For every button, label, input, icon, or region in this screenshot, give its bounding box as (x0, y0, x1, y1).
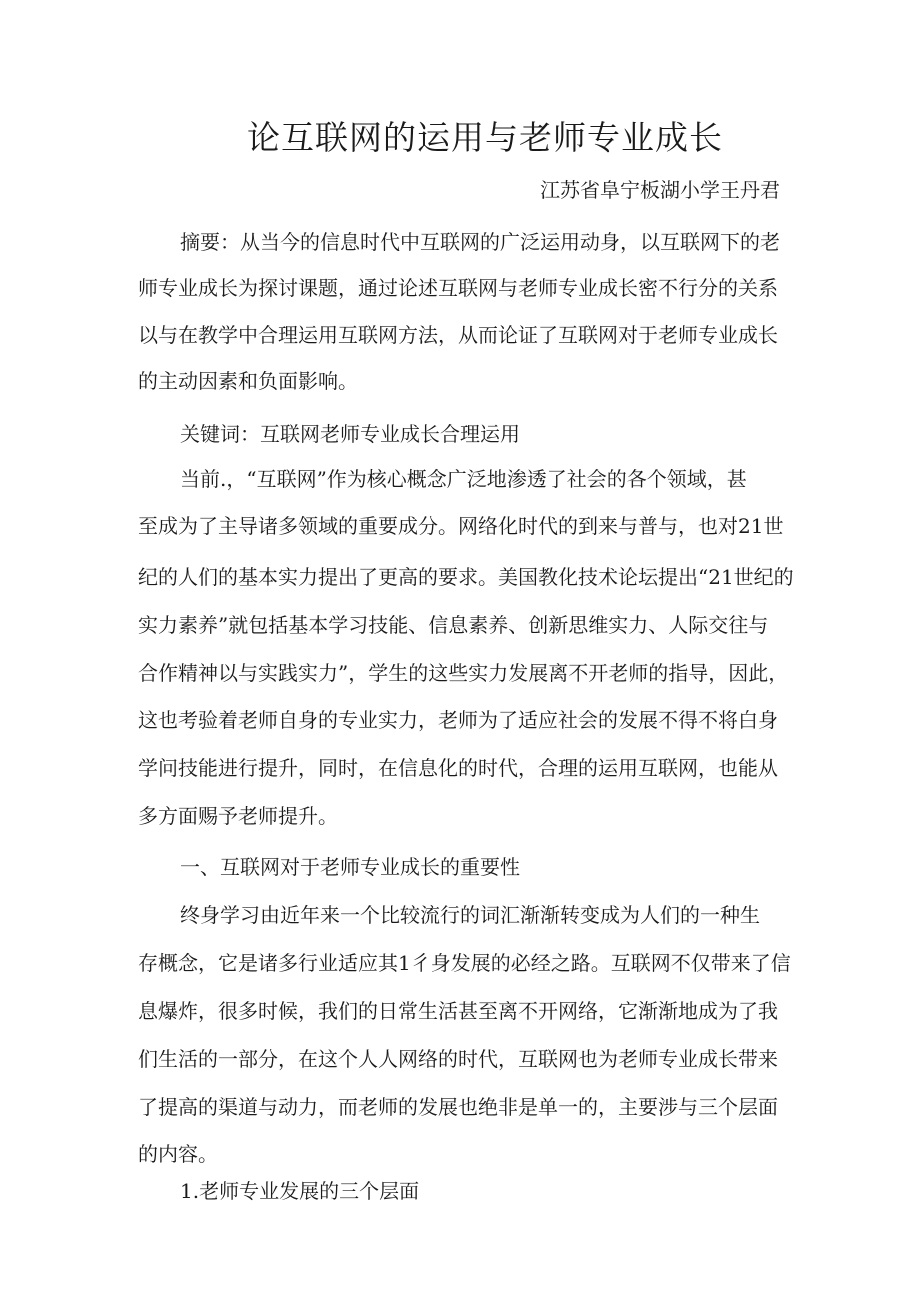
body-line: 存概念，它是诸多行业适应其1彳身发展的必经之路。互联网不仅带来了信 (138, 951, 791, 975)
abstract-line: 师专业成长为探讨课题，通过论述互联网与老师专业成长密不行分的关系 (138, 276, 778, 300)
body-line: 了提高的渠道与动力，而老师的发展也绝非是单一的，主要涉与三个层面 (138, 1095, 778, 1119)
body-line: 多方面赐予老师提升。 (138, 804, 338, 828)
body-line: 们生活的一部分，在这个人人网络的时代，互联网也为老师专业成长带来 (138, 1047, 778, 1071)
document-title: 论互联网的运用与老师专业成长 (247, 118, 723, 157)
body-line: 学问技能进行提升，同时，在信息化的时代，合理的运用互联网，也能从 (138, 756, 778, 780)
abstract-line: 的主动因素和负面影响。 (138, 369, 358, 393)
body-line: 息爆炸，很多时候，我们的日常生活甚至离不开网络，它渐渐地成为了我 (138, 999, 778, 1023)
body-line: 合作精神以与实践实力”，学生的这些实力发展离不开老师的指导，因此， (138, 661, 789, 685)
body-line: 纪的人们的基本实力提出了更高的要求。美国教化技术论坛提出“21世纪的 (138, 565, 794, 589)
body-line: 至成为了主导诸多领域的重要成分。网络化时代的到来与普与，也对21世 (138, 514, 784, 538)
body-line: 当前.，“互联网”作为核心概念广泛地渗透了社会的各个领域，甚 (180, 467, 747, 491)
abstract-line: 摘要：从当今的信息时代中互联网的广泛运用动身，以互联网下的老 (180, 230, 780, 254)
body-line: 这也考验着老师自身的专业实力，老师为了适应社会的发展不得不将白身 (138, 708, 778, 732)
body-line: 实力素养”就包括基本学习技能、信息素养、创新思维实力、人际交往与 (138, 613, 769, 637)
body-line: 终身学习由近年来一个比较流行的词汇渐渐转变成为人们的一种生 (180, 903, 760, 927)
section-heading: 一、互联网对于老师专业成长的重要性 (180, 855, 520, 879)
body-line: 的内容。 (138, 1142, 218, 1166)
abstract-line: 以与在教学中合理运用互联网方法，从而论证了互联网对于老师专业成长 (138, 323, 778, 347)
subsection-heading: 1.老师专业发展的三个层面 (180, 1179, 420, 1203)
author-line: 江苏省阜宁板湖小学王丹君 (540, 178, 780, 202)
keywords-line: 关键词：互联网老师专业成长合理运用 (180, 422, 520, 446)
